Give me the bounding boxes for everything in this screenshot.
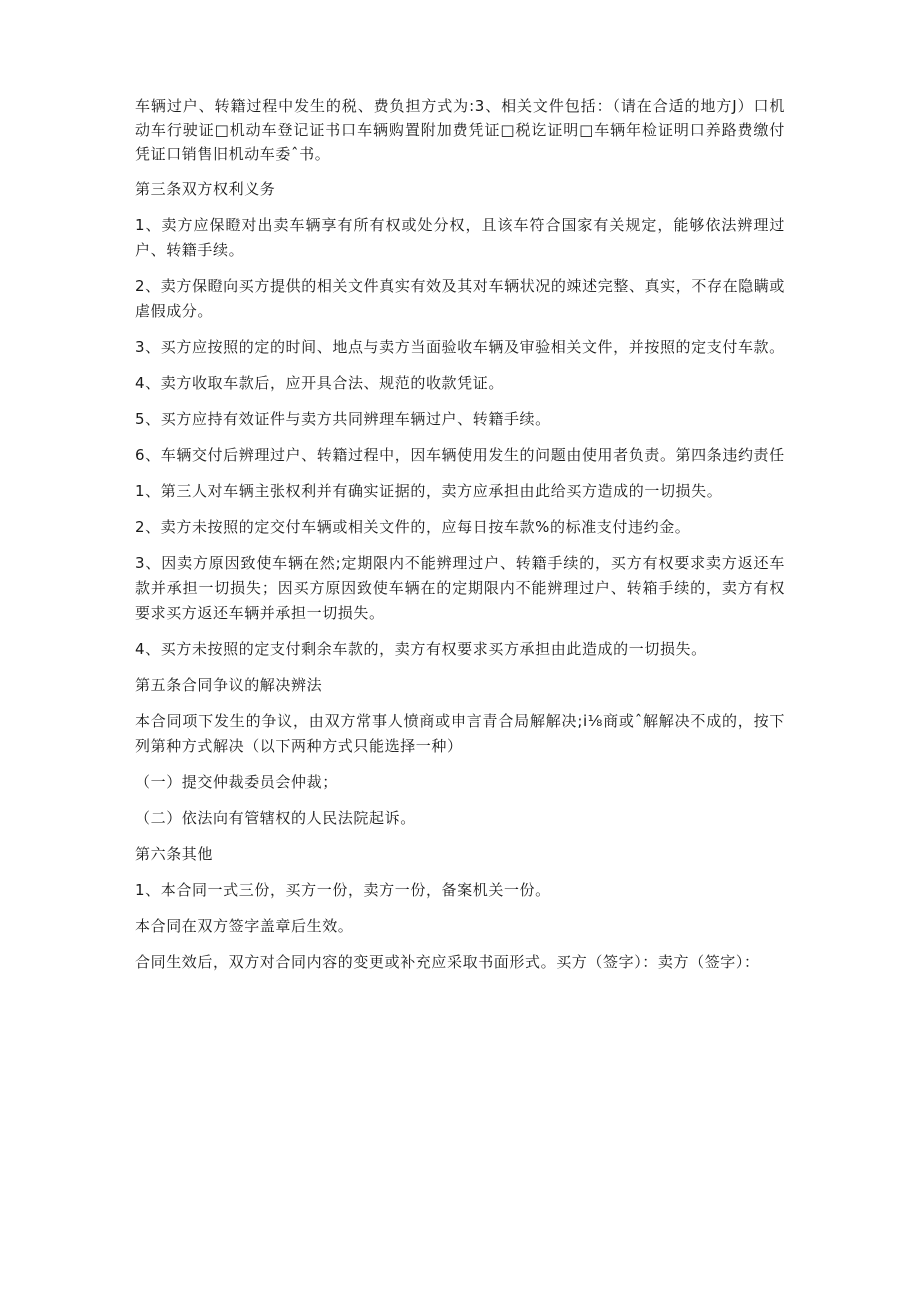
section4-item-4: 4、买方未按照的定支付剩余车款的，卖方有权要求买方承担由此造成的一切损失。 (135, 640, 707, 658)
section3-heading: 第三条双方权利义务 (135, 180, 276, 198)
intro-paragraph: 车辆过户、转籍过程中发生的税、费负担方式为:3、相关文件包括：（请在合适的地方J）口机动车行驶证□机动车登记证书口车辆购置附加费凭证□税讫证明□车辆年检证明口养路费缴付凭证口销售旧机动车委ˆ书。 (135, 97, 785, 163)
section4-item-3: 3、因卖方原因致使车辆在然;定期限内不能辨理过户、转籍手续的，买方有权要求卖方返还车款并承担一切损失；因买方原因致使车辆在的定期限内不能辨理过户、转箱手续的，卖方有权要求买方返还车辆并承担一切损失。 (135, 554, 785, 622)
section5-heading: 第五条合同争议的解决辨法 (135, 676, 323, 694)
section4-item-1: 1、第三人对车辆主张权利并有确实证据的，卖方应承担由此给买方造成的一切损失。 (135, 482, 723, 500)
section5-body: 本合同项下发生的争议，由双方常事人愤商或申言青合局解解决;i⅛商或ˆ解解决不成的，按下列第种方式解决（以下两种方式只能选择一种） (135, 712, 785, 755)
section6-item-3: 合同生效后，双方对合同内容的变更或补充应采取书面形式。买方（签字）：卖方（签字）： (135, 953, 760, 971)
section3-item-5: 5、买方应持有效证件与卖方共同辨理车辆过户、转籍手续。 (135, 410, 551, 428)
section5-option-1: （一）提交仲裁委员会仲裁； (135, 773, 338, 791)
section5-option-2: （二）依法向有管辖权的人民法院起诉。 (135, 809, 416, 827)
section3-item-6: 6、车辆交付后辨理过户、转籍过程中，因车辆使用发生的问题由使用者负责。第四条违约责任 (135, 446, 785, 464)
section6-heading: 第六条其他 (135, 845, 214, 863)
section6-item-2: 本合同在双方签字盖章后生效。 (135, 917, 354, 935)
document-page (135, 94, 785, 986)
section3-item-2: 2、卖方保瞪向买方提供的相关文件真实有效及其对车辆状况的竦述完整、真实，不存在隐瞒或虐假成分。 (135, 277, 785, 320)
section6-item-1: 1、本合同一式三份，买方一份，卖方一份，备案机关一份。 (135, 881, 551, 899)
section3-item-4: 4、卖方收取车款后，应开具合法、规范的收款凭证。 (135, 374, 504, 392)
section3-item-3: 3、买方应按照的定的时间、地点与卖方当面验收车辆及审验相关文件，并按照的定支付车款。 (135, 338, 785, 356)
section3-item-1: 1、卖方应保瞪对出卖车辆享有所有权或处分权，且该车符合国家有关规定，能够依法辨理过户、转籍手续。 (135, 216, 785, 259)
section4-item-2: 2、卖方未按照的定交付车辆或相关文件的，应每日按车款%的标准支付违约金。 (135, 518, 691, 536)
